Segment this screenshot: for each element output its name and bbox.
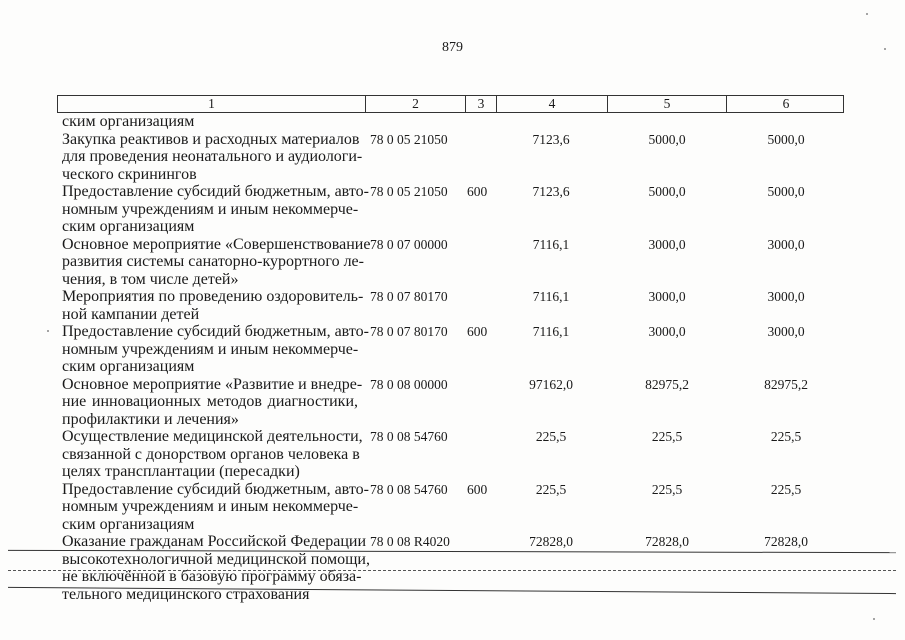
value-col-5: 3000,0 — [648, 289, 686, 304]
row-name-line: Основное мероприятие «Совершенствование — [62, 235, 371, 253]
budget-code: 78 0 05 21050 — [370, 184, 448, 199]
value-col-6: 82975,2 — [764, 376, 808, 392]
row-name-line: номным учреждениям и иным некоммерче- — [62, 498, 359, 515]
row-name-line: Предоставление субсидий бюджетным, авто- — [62, 183, 369, 200]
row-name — [62, 323, 369, 376]
row-name-line: ским организациям — [62, 218, 195, 235]
budget-code: 78 0 07 00000 — [370, 236, 448, 252]
expense-type: 600 — [467, 184, 488, 199]
table-row — [0, 376, 905, 429]
table-row — [0, 236, 905, 289]
row-name — [62, 183, 369, 236]
expense-type: 600 — [467, 481, 488, 497]
value-col-6: 225,5 — [770, 481, 802, 497]
value-col-4: 7123,6 — [532, 131, 570, 147]
value-col-6: 3000,0 — [767, 289, 805, 304]
row-name-line: чения, в том числе детей» — [62, 270, 239, 288]
table-body — [0, 113, 905, 603]
row-name-line: Мероприятия по проведению оздоровитель- — [62, 288, 364, 305]
value-col-4: 225,5 — [535, 481, 567, 497]
table-row — [0, 113, 905, 131]
scan-speck — [873, 618, 875, 620]
row-name-line: Оказание гражданам Российской Федерации — [62, 533, 366, 550]
budget-code: 78 0 07 80170 — [370, 324, 448, 339]
row-name-line: высокотехнологичной медицинской помощи, — [62, 550, 370, 568]
expense-type: 600 — [467, 324, 488, 339]
value-col-4: 7116,1 — [532, 289, 570, 304]
value-col-6: 3000,0 — [767, 324, 805, 339]
table-row — [0, 481, 905, 534]
value-col-5: 3000,0 — [648, 236, 686, 252]
row-name — [62, 428, 363, 481]
header-col-2: 2 — [366, 96, 466, 112]
value-col-4: 7116,1 — [532, 236, 570, 252]
value-col-6: 72828,0 — [764, 534, 808, 549]
value-col-6: 225,5 — [770, 429, 802, 444]
header-col-3: 3 — [466, 96, 497, 112]
row-name-line: Основное мероприятие «Развитие и внедре- — [62, 375, 363, 393]
value-col-4: 97162,0 — [529, 376, 573, 392]
row-name — [62, 235, 371, 289]
row-name-line: целях трансплантации (пересадки) — [62, 463, 300, 480]
table-row — [0, 323, 905, 376]
dashed-line — [8, 570, 896, 571]
table-header — [57, 95, 844, 113]
row-name-line: развития системы санаторно-курортного ле- — [62, 253, 364, 270]
value-col-6: 5000,0 — [767, 131, 805, 147]
budget-code: 78 0 08 54760 — [370, 429, 448, 444]
row-name-line: номным учреждениям и иным некоммерче- — [62, 340, 359, 358]
budget-code: 78 0 08 00000 — [370, 376, 448, 392]
budget-code: 78 0 08 R4020 — [370, 534, 450, 549]
row-name — [62, 288, 364, 323]
value-col-5: 5000,0 — [648, 184, 686, 199]
row-name-line: ческого скринингов — [62, 165, 197, 183]
row-name-line: ским организациям — [62, 358, 195, 375]
page-number: 879 — [442, 40, 463, 55]
value-col-5: 5000,0 — [648, 131, 686, 147]
row-name-line: Предоставление субсидий бюджетным, авто- — [62, 323, 369, 340]
value-col-6: 3000,0 — [767, 236, 805, 252]
row-name-line: номным учреждениям и иным некоммерче- — [62, 200, 359, 218]
value-col-5: 72828,0 — [645, 534, 689, 549]
value-col-5: 225,5 — [651, 429, 683, 444]
header-col-1: 1 — [58, 96, 366, 112]
scan-speck — [866, 13, 868, 15]
budget-code: 78 0 07 80170 — [370, 289, 448, 304]
value-col-5: 3000,0 — [648, 324, 686, 339]
row-name — [62, 480, 369, 534]
row-name — [62, 375, 363, 429]
budget-code: 78 0 05 21050 — [370, 131, 448, 147]
row-name-line: Предоставление субсидий бюджетным, авто- — [62, 480, 369, 498]
row-name-line: связанной с донорством органов человека в — [62, 445, 360, 463]
value-col-5: 82975,2 — [645, 376, 689, 392]
value-col-4: 72828,0 — [529, 534, 573, 549]
row-name-line: тельного медицинского страхования — [62, 585, 310, 603]
row-name-line: профилактики и лечения» — [62, 410, 239, 428]
row-name — [62, 113, 358, 131]
value-col-4: 7123,6 — [532, 184, 570, 199]
table-row — [0, 288, 905, 323]
row-name-line: ским организациям — [62, 515, 195, 533]
row-name-line: Закупка реактивов и расходных материалов — [62, 130, 360, 148]
value-col-5: 225,5 — [651, 481, 683, 497]
row-name — [62, 533, 370, 603]
row-name-line: ной кампании детей — [62, 305, 200, 323]
row-name-line: ским организациям — [62, 113, 195, 130]
row-name — [62, 130, 363, 184]
value-col-4: 7116,1 — [532, 324, 570, 339]
table-row — [0, 131, 905, 184]
scan-speck — [884, 48, 886, 50]
row-name-line: не включённой в базовую программу обяза- — [62, 568, 362, 585]
value-col-6: 5000,0 — [767, 184, 805, 199]
row-name-line: ние инновационных методов диагностики, — [62, 393, 358, 410]
row-name-line: Осуществление медицинской деятельности, — [62, 428, 363, 445]
header-col-5: 5 — [608, 96, 727, 112]
budget-code: 78 0 08 54760 — [370, 481, 448, 497]
row-name-line: для проведения неонатального и аудиологи- — [62, 148, 363, 165]
header-col-4: 4 — [497, 96, 608, 112]
table-row — [0, 428, 905, 481]
header-col-6: 6 — [782, 96, 790, 111]
table-row — [0, 183, 905, 236]
value-col-4: 225,5 — [535, 429, 567, 444]
scan-speck — [47, 330, 49, 332]
